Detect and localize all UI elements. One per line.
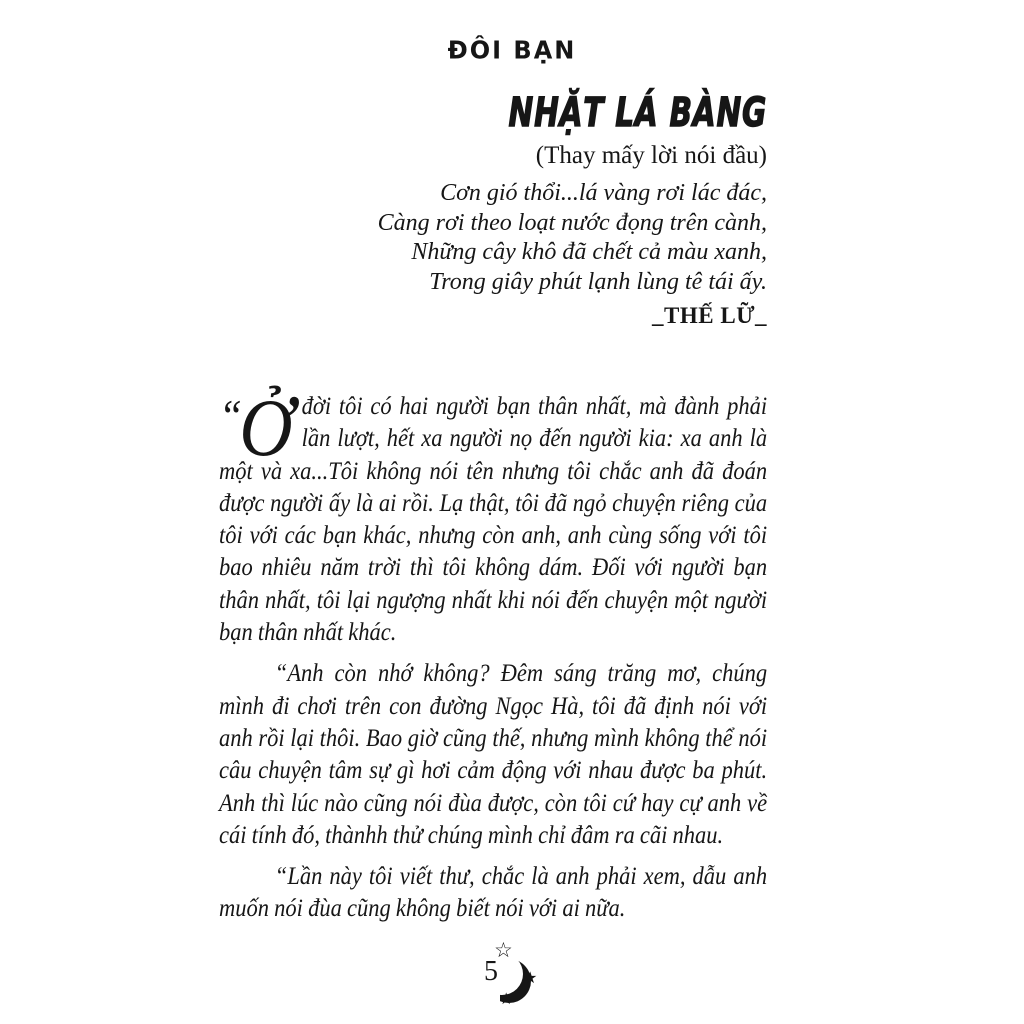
poem-line: Trong giây phút lạnh lùng tê tái ấy. <box>429 268 767 295</box>
paragraph-text: đời tôi có hai người bạn thân nhất, mà đành phải lần lượt, hết xa người nọ đến người kia: xa anh là một và xa...Tôi không nói tên nhưng tôi chắc anh đã đoán được người ấy là ai rồi. Lạ thật, tôi đã ngỏ chuyện riêng của tôi với các bạn khác, nhưng còn anh, anh cùng sống với tôi bao nhiêu năm trời thì tôi không dám. Đối với người bạn thân nhất, tôi lại ngượng nhất khi nói đến chuyện một người bạn thân nhất khác. <box>219 393 768 647</box>
star-filled-icon: ★ <box>523 970 538 987</box>
body-text <box>219 382 768 926</box>
paragraph-text: “Lần này tôi viết thư, chắc là anh phải xem, dẫu anh muốn nói đùa cũng không biết nói với ai nữa. <box>219 863 768 923</box>
page-number: 5 <box>484 956 498 987</box>
epigraph-poem <box>219 179 767 297</box>
text-column <box>219 90 768 935</box>
poem-line: Cơn gió thổi...lá vàng rơi lác đác, <box>440 180 767 206</box>
star-filled-icon: ★ <box>499 991 514 1008</box>
chapter-title: NHẶT LÁ BÀNG <box>508 90 767 136</box>
chapter-subtitle: (Thay mấy lời nói đầu) <box>535 142 767 169</box>
paragraph <box>219 861 767 926</box>
running-head: ĐÔI BẠN <box>447 35 577 65</box>
paragraph <box>219 658 767 852</box>
dropcap-letter: Ở <box>239 382 293 473</box>
dropcap-opening-quote: “ <box>219 390 240 441</box>
footer-ornament <box>470 938 560 1024</box>
dropcap <box>219 382 293 473</box>
paragraph <box>219 382 768 649</box>
star-outline-icon: ☆ <box>494 938 513 962</box>
poem-line: Những cây khô đã chết cả màu xanh, <box>411 239 767 265</box>
poem-attribution: _THẾ LỮ_ <box>652 303 767 328</box>
poem-line: Càng rơi theo loạt nước đọng trên cành, <box>377 209 767 236</box>
paragraph-text: “Anh còn nhớ không? Đêm sáng trăng mơ, chúng mình đi chơi trên con đường Ngọc Hà, tôi đã định nói với anh rồi lại thôi. Bao giờ cũng thế, nhưng mình không thể nói câu chuyện tâm sự gì hơi cảm động với nhau được ba phút. Anh thì lúc nào cũng nói đùa được, còn tôi cứ hay cự anh về cái tính đó, thànhh thử chúng mình chỉ đâm ra cãi nhau. <box>219 660 768 849</box>
